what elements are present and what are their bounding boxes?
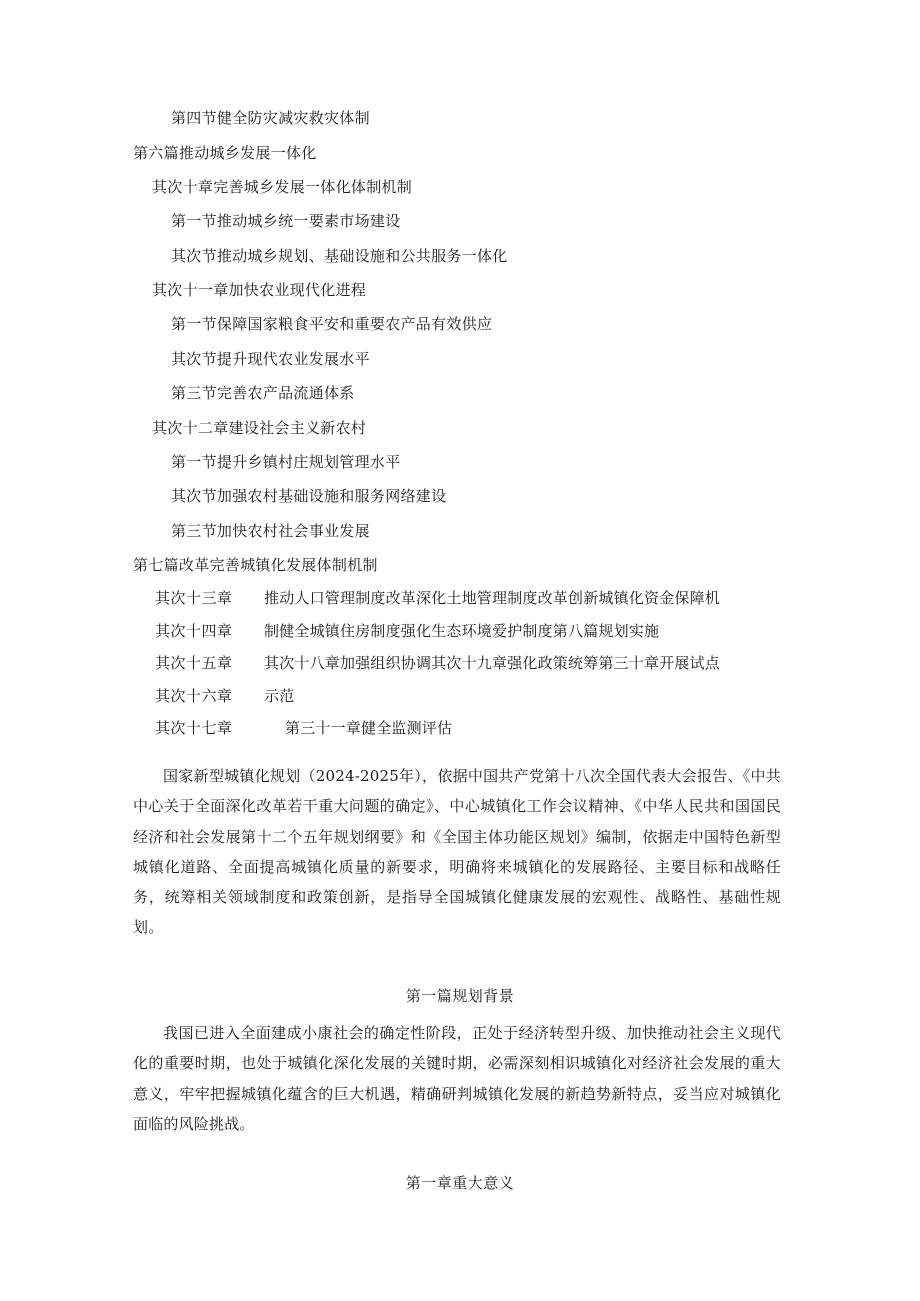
toc-grid-label: 其次十三章 (155, 589, 233, 607)
toc-chapter-twenty-two: 其次十二章建设社会主义新农村 (152, 419, 367, 437)
toc-section-disaster-prevention: 第四节健全防灾减灾救灾体制 (171, 109, 370, 127)
toc-section-planning-integration: 其次节推动城乡规划、基础设施和公共服务一体化 (171, 247, 508, 265)
toc-grid-row (155, 588, 795, 621)
toc-grid-label: 其次十五章 (155, 654, 233, 672)
chapter-one-heading: 第一章重大意义 (405, 1174, 515, 1192)
toc-part-seven: 第七篇改革完善城镇化发展体制机制 (133, 556, 378, 574)
intro-paragraph: 国家新型城镇化规划（2024-2025年），依据中国共产党第十八次全国代表大会报告、《中共中心关于全面深化改革若干重大问题的确定》、中心城镇化工作会议精神、《中华人民共和国国民经济和社会发展第十二个五年规划纲要》和《全国主体功能区规划》编制，依据走中国特色新型城镇化道路、全面提高城镇化质量的新要求，明确将来城镇化的发展路径、主要目标和战略任务，统筹相关领域制度和政策创新，是指导全国城镇化健康发展的宏观性、战略性、基础性规划。 (133, 767, 781, 937)
toc-section-distribution-system: 第三节完善农产品流通体系 (171, 384, 355, 402)
toc-grid-row (155, 653, 795, 686)
toc-section-factor-market: 第一节推动城乡统一要素市场建设 (171, 212, 401, 230)
toc-grid-row (155, 686, 795, 719)
background-paragraph: 我国已进入全面建成小康社会的确定性阶段，正处于经济转型升级、加快推动社会主义现代化的重要时期，也处于城镇化深化发展的关键时期，必需深刻相识城镇化对经济社会发展的重大意义，牢牢把握城镇化蕴含的巨大机遇，精确研判城镇化发展的新趋势新特点，妥当应对城镇化面临的风险挑战。 (133, 1024, 781, 1133)
toc-section-village-planning: 第一节提升乡镇村庄规划管理水平 (171, 453, 401, 471)
toc-section-rural-social: 第三节加快农村社会事业发展 (171, 522, 370, 540)
toc-grid-label: 其次十六章 (155, 686, 233, 705)
toc-grid-text: 示范 (264, 686, 295, 705)
toc-grid-label: 其次十四章 (155, 621, 233, 640)
toc-chapter-twenty-one: 其次十一章加快农业现代化进程 (152, 281, 367, 299)
toc-part-six: 第六篇推动城乡发展一体化 (133, 144, 317, 162)
toc-grid-row (155, 621, 795, 654)
toc-grid-text: 制健全城镇住房制度强化生态环境爱护制度第八篇规划实施 (264, 621, 660, 640)
toc-grid-text: 其次十八章加强组织协调其次十九章强化政策统筹第三十章开展试点 (264, 654, 721, 672)
toc-section-rural-infrastructure: 其次节加强农村基础设施和服务网络建设 (171, 487, 447, 505)
toc-chapter-grid (155, 588, 795, 751)
toc-grid-text: 推动人口管理制度改革深化土地管理制度改革创新城镇化资金保障机 (264, 589, 721, 607)
part-one-heading: 第一篇规划背景 (405, 987, 515, 1005)
toc-section-food-security: 第一节保障国家粮食平安和重要农产品有效供应 (171, 315, 493, 333)
toc-grid-label: 其次十七章 (155, 719, 233, 737)
toc-grid-row (155, 718, 795, 751)
toc-chapter-twenty: 其次十章完善城乡发展一体化体制机制 (152, 178, 413, 196)
toc-section-modern-agriculture: 其次节提升现代农业发展水平 (171, 350, 370, 368)
toc-grid-text: 第三十一章健全监测评估 (285, 719, 453, 737)
